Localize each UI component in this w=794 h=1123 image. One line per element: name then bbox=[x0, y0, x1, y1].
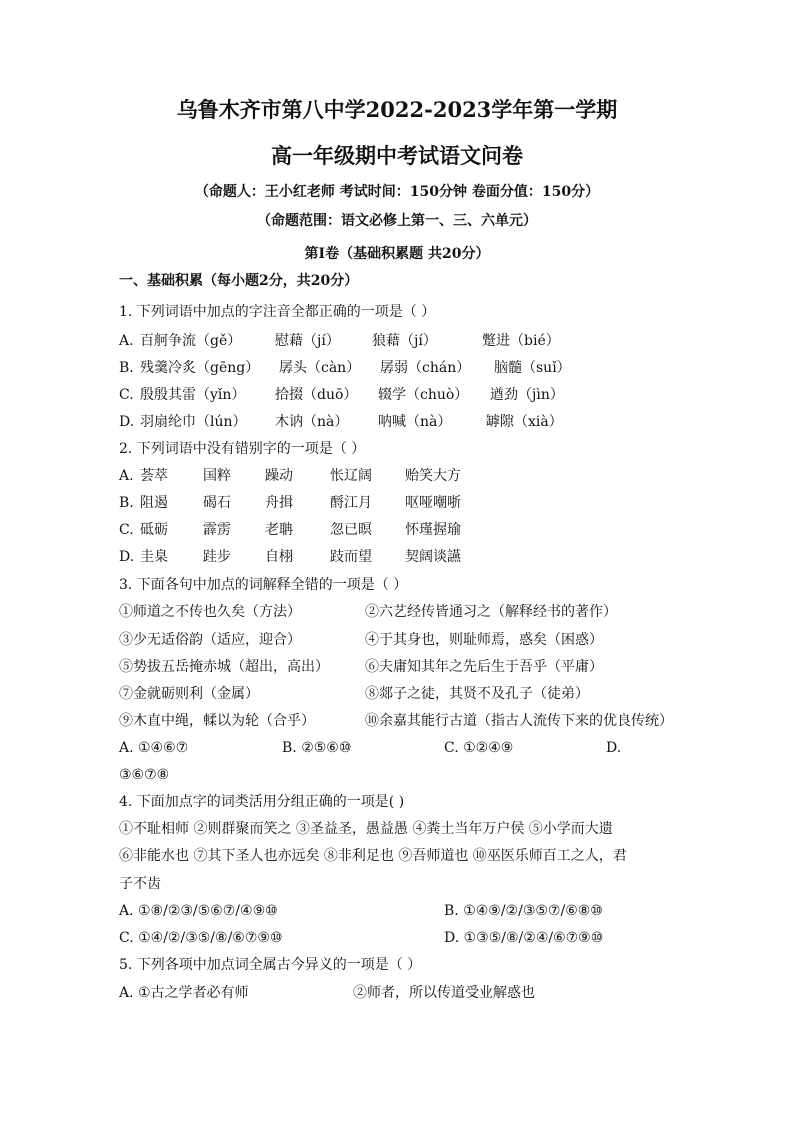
section-heading: 一、基础积累（每小题2分，共20分） bbox=[119, 273, 359, 289]
school-title: 乌鲁木齐市第八中学2022-2023学年第一学期 bbox=[176, 97, 618, 122]
question-4-items-line-2: ⑥非能水也 ⑦其下圣人也亦远矣 ⑧非利足也 ⑨吾师道也 ⑩巫医乐师百工之人，君 bbox=[119, 848, 627, 864]
question-4-items-line-1: ①不耻相师 ②则群聚而笑之 ③圣益圣，愚益愚 ④粪土当年万户侯 ⑤小学而大遗 bbox=[119, 821, 613, 837]
question-1-stem: 1. 下列词语中加点的字注音全都正确的一项是（ ） bbox=[119, 304, 436, 320]
question-3-stem: 3. 下面各句中加点的词解释全错的一项是（ ） bbox=[119, 577, 408, 593]
question-2-stem: 2. 下列词语中没有错别字的一项是（ ） bbox=[119, 441, 366, 457]
exam-title: 高一年级期中考试语文问卷 bbox=[271, 143, 523, 168]
part-heading: 第Ⅰ卷（基础积累题 共20分） bbox=[304, 246, 490, 262]
exam-page: 乌鲁木齐市第八中学2022-2023学年第一学期 高一年级期中考试语文问卷 （命题人：王小红老师 考试时间：150分钟 卷面分值：150分） （命题范围：语文必修上第一、三、六单元） 第Ⅰ卷（基础积累题 共20分） 一、基础积累（每小题2分，共20分） 1. 下列词语中加点的字注音全都正确的一项是（ ） A. 百舸争流（gě） 慰藉（jí） 狼藉（jí） 蹩进（bié） B. 残羹冷炙（gēng） 孱头（càn） 孱弱（chán） 脑髓（suǐ） C. 殷殷其雷（yǐn） 拾掇（duō） 辍学（chuò） 遒劲（jìn） D. 羽扇纶巾（lún） 木讷（nà） 呐喊（nà） 罅隙（xià） 2. 下列词语中没有错别字的一项是（ ） A. 荟萃 国粹 躁动 怅辽阔 贻笑大方 B. 阻遏 碣石 舟揖 酹江月 呕哑嘲哳 C. 砥砺 霹雳 老聃 忽已暝 怀瑾握瑜 D. 圭臬 跬步 自栩 跂而望 契阔谈讌 3. 下面各句中加点的词解释全错的一项是（ ） ①师道之不传也久矣（方法） ②六艺经传皆通习之（解释经书的著作） ③少无适俗韵（适应，迎合） ④于其身也，则耻师焉，惑矣（困惑） ⑤势拔五岳掩赤城（超出，高出） ⑥夫庸知其年之先后生于吾乎（平庸） ⑦金就砺则利（金属） ⑧郯子之徒，其贤不及孔子（徒弟） ⑨木直中绳，輮以为轮（合乎） ⑩余嘉其能行古道（指古人流传下来的优良传统） A. ①④⑥⑦ B. ②⑤⑥⑩ C. ①②④⑨ D. ③⑥⑦⑧ 4. 下面加点字的词类活用分组正确的一项是( ) ①不耻相师 ②则群聚而笑之 ③圣益圣，愚益愚 ④粪土当年万户侯 ⑤小学而大遗 ⑥非能水也 ⑦其下圣人也亦远矣 ⑧非利足也 ⑨吾师道也 ⑩巫医乐师百工之人，君 子不齿 A. ①⑧/②③/⑤⑥⑦/④⑨⑩ B. ①④⑨/②/③⑤⑦/⑥⑧⑩ C. ①④/②/③⑤/⑧/⑥⑦⑨⑩ D. ①③⑤/⑧/②④/⑥⑦⑨⑩ 5. 下列各项中加点词全属古今异义的一项是（ ） A. ①古之学者必有师 ②师者，所以传道受业解惑也 bbox=[0, 0, 794, 1123]
question-5-stem: 5. 下列各项中加点词全属古今异义的一项是（ ） bbox=[119, 957, 422, 973]
question-4-items-line-3: 子不齿 bbox=[119, 876, 161, 892]
exam-scope-line: （命题范围：语文必修上第一、三、六单元） bbox=[257, 213, 537, 229]
question-4-stem: 4. 下面加点字的词类活用分组正确的一项是( ) bbox=[119, 794, 405, 810]
exam-info-line: （命题人：王小红老师 考试时间：150分钟 卷面分值：150分） bbox=[194, 184, 600, 200]
